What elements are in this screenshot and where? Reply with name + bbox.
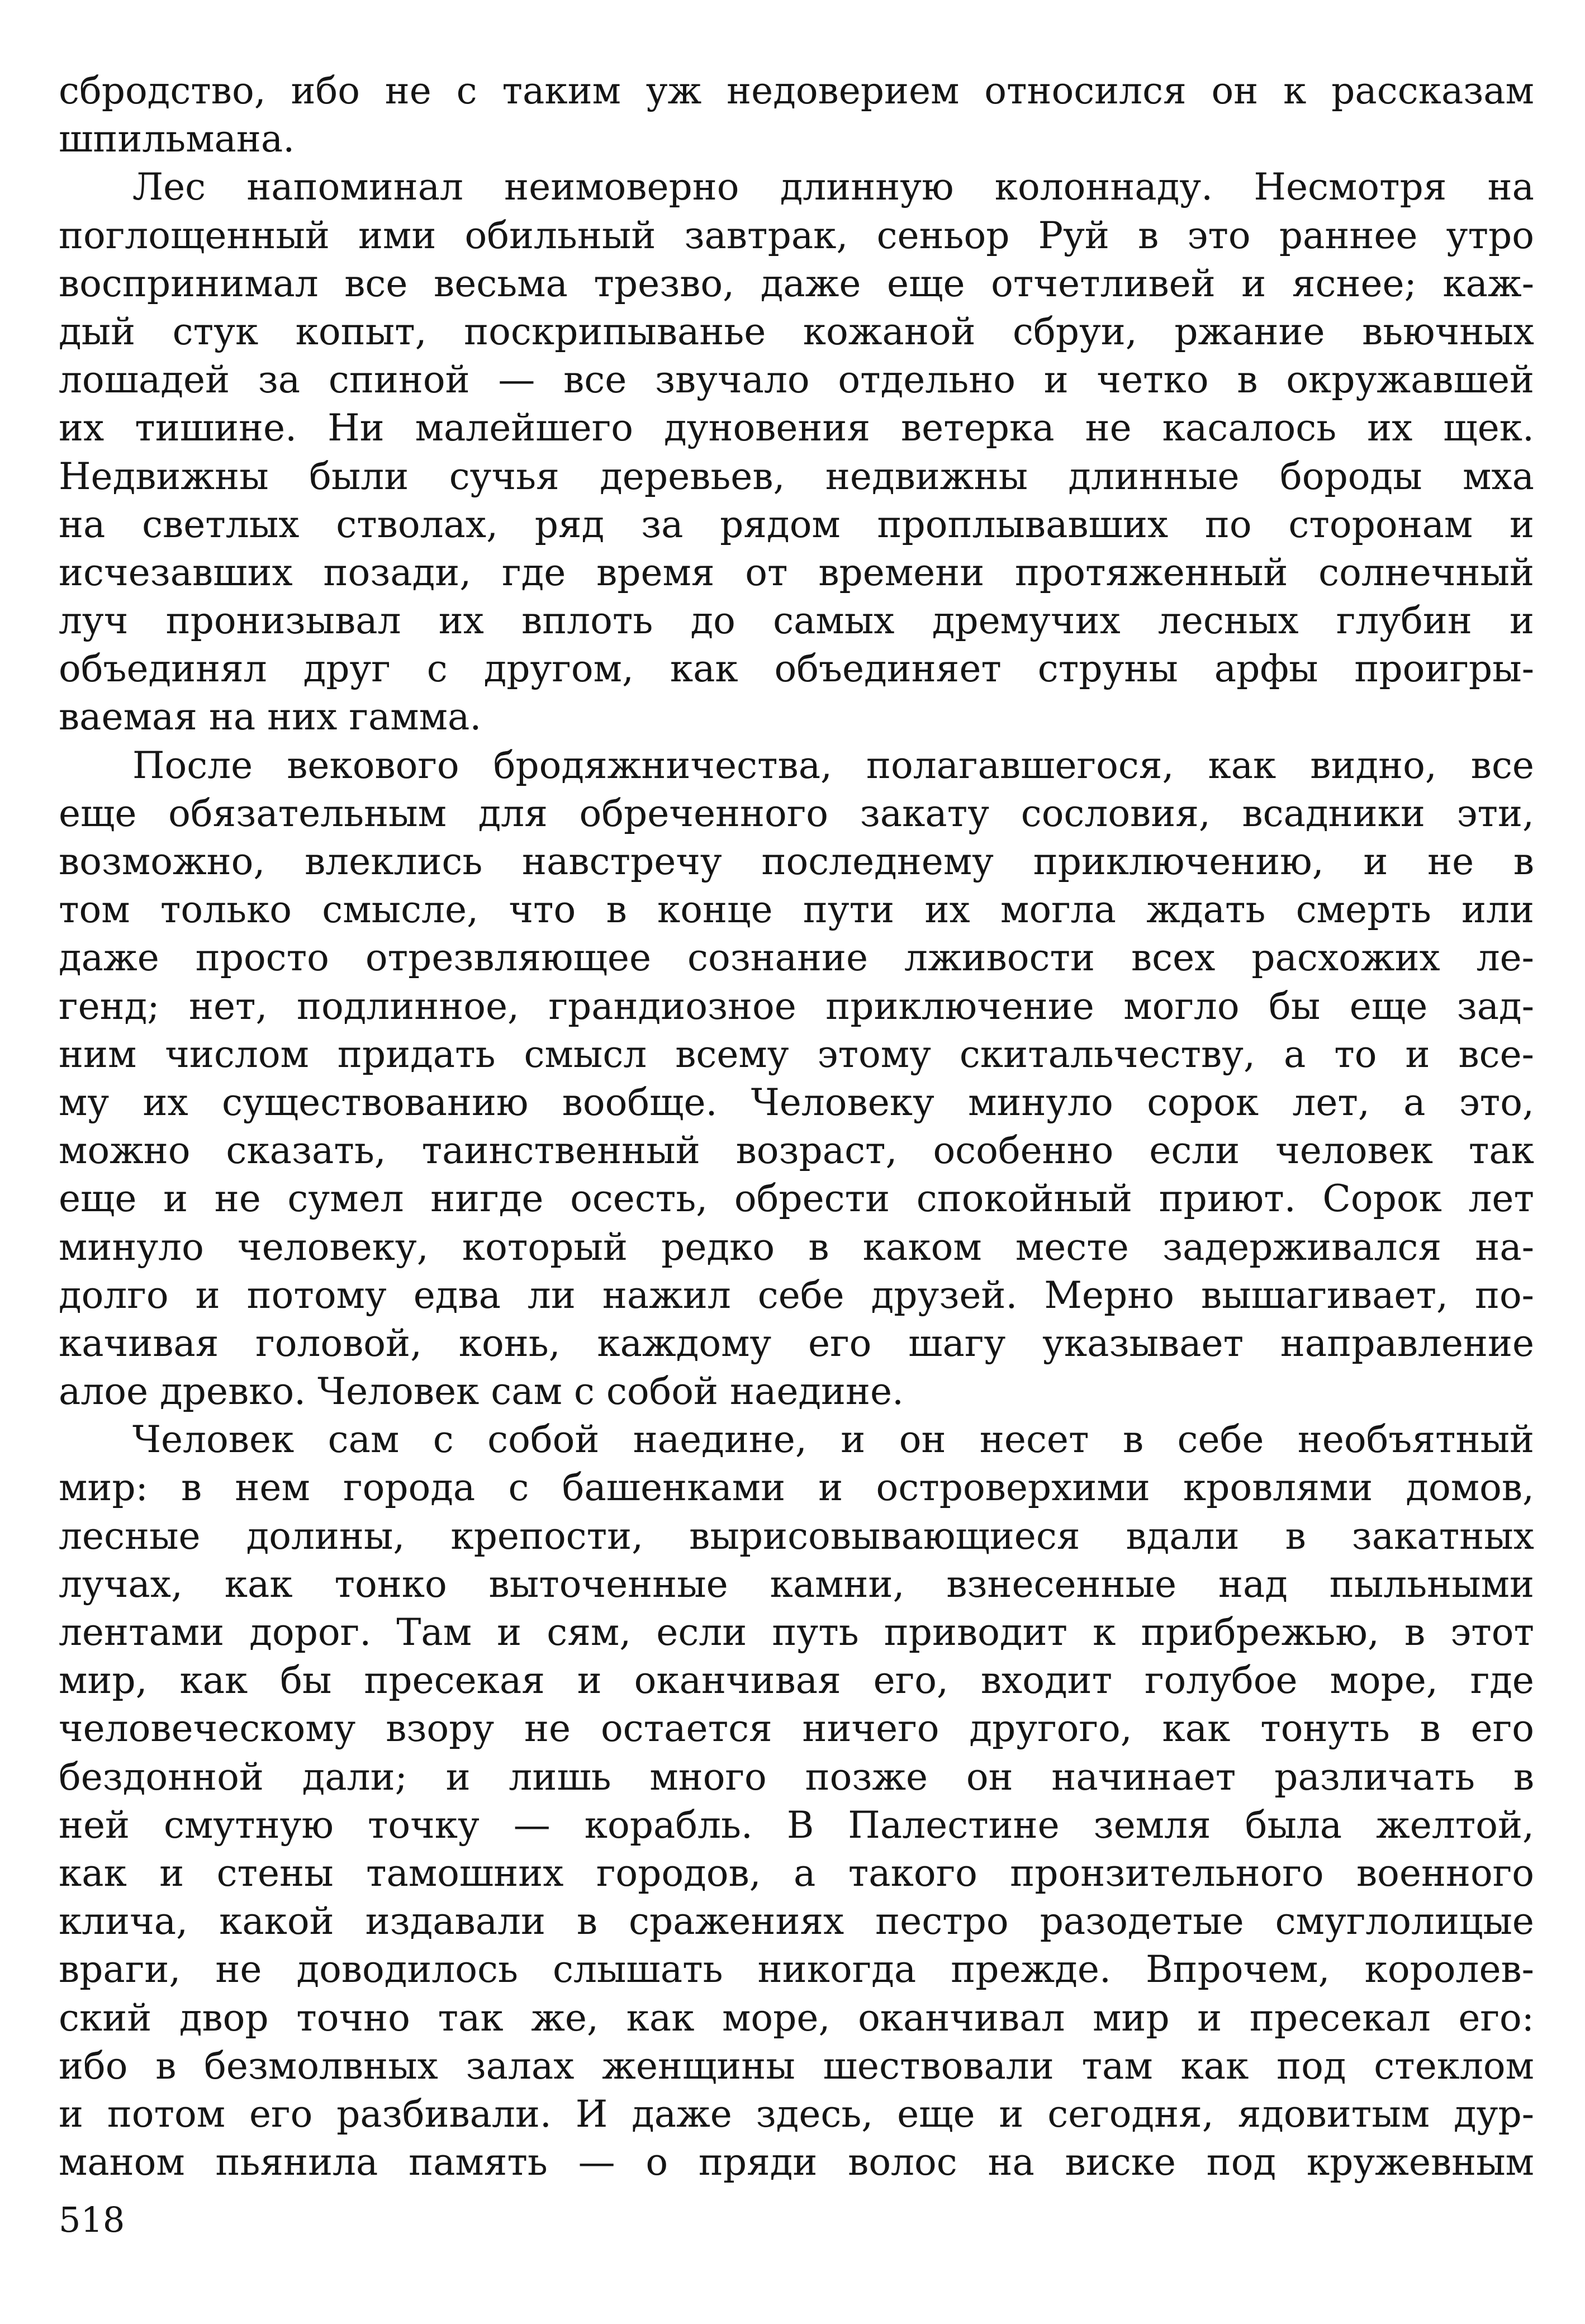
text-line: лесные долины, крепости, вырисовывающиеся вдали в закатных [59,1514,1534,1558]
page-number: 518 [59,2199,125,2240]
text-line: ибо в безмолвных залах женщины шествовали там как под стеклом [59,2044,1534,2088]
text-line: возможно, влеклись навстречу последнему приключению, и не в [59,840,1534,883]
text-line: бездонной дали; и лишь много позже он начинает различать в [59,1755,1534,1799]
text-line: сбродство, ибо не с таким уж недоверием относился он к рассказам [59,69,1534,112]
text-line: луч пронизывал их вплоть до самых дремучих лесных глубин и [59,599,1534,643]
text-line: на светлых стволах, ряд за рядом проплывавших по сторонам и [59,502,1534,546]
text-line: Лес напоминал неимоверно длинную колоннаду. Несмотря на [132,165,1534,209]
text-line: мир, как бы пресекая и оканчивая его, входит голубое море, где [59,1659,1534,1702]
text-line: ним числом придать смысл всему этому скитальчеству, а то и все- [59,1032,1534,1076]
text-line: как и стены тамошних городов, а такого пронзительного военного [59,1851,1534,1895]
text-line: му их существованию вообще. Человеку минуло сорок лет, а это, [59,1080,1534,1124]
text-line: дый стук копыт, поскрипыванье кожаной сбруи, ржание вьючных [59,310,1534,353]
text-line: даже просто отрезвляющее сознание лживости всех расхожих ле- [59,936,1534,980]
text-line: лучах, как тонко выточенные камни, взнесенные над пыльными [59,1562,1534,1606]
text-line: и потом его разбивали. И даже здесь, еще и сегодня, ядовитым дур- [59,2092,1534,2136]
text-line: враги, не доводилось слышать никогда прежде. Впрочем, королев- [59,1948,1534,1991]
text-line: долго и потому едва ли нажил себе друзей. Мерно вышагивает, по- [59,1273,1534,1317]
text-line: ский двор точно так же, как море, оканчивал мир и пресекал его: [59,1996,1534,2040]
text-line: том только смысле, что в конце пути их могла ждать смерть или [59,888,1534,932]
text-line: поглощенный ими обильный завтрак, сеньор Руй в это раннее утро [59,214,1534,257]
text-line: их тишине. Ни малейшего дуновения ветерка не касалось их щек. [59,406,1534,450]
text-line: объединял друг с другом, как объединяет струны арфы проигры- [59,647,1534,691]
text-line: маном пьянила память — о пряди волос на виске под кружевным [59,2141,1534,2184]
text-line: воспринимал все весьма трезво, даже еще отчетливей и яснее; каж- [59,262,1534,305]
text-line: еще и не сумел нигде осесть, обрести спокойный приют. Сорок лет [59,1177,1534,1221]
text-line: мир: в нем города с башенками и островерхими кровлями домов, [59,1466,1534,1510]
text-line: лошадей за спиной — все звучало отдельно и четко в окружавшей [59,358,1534,402]
text-line: лентами дорог. Там и сям, если путь приводит к прибрежью, в этот [59,1611,1534,1654]
text-line: можно сказать, таинственный возраст, особенно если человек так [59,1129,1534,1173]
text-line: еще обязательным для обреченного закату сословия, всадники эти, [59,791,1534,835]
text-line: После векового бродяжничества, полагавшегося, как видно, все [132,743,1534,787]
text-line: качивая головой, конь, каждому его шагу указывает направление [59,1321,1534,1365]
text-line: Недвижны были сучья деревьев, недвижны длинные бороды мха [59,454,1534,498]
text-line: минуло человеку, который редко в каком месте задерживался на- [59,1225,1534,1269]
text-line: исчезавших позади, где время от времени протяженный солнечный [59,551,1534,594]
text-line: ней смутную точку — корабль. В Палестине земля была желтой, [59,1803,1534,1847]
page-text-body [59,67,1534,2187]
text-line: Человек сам с собой наедине, и он несет в себе необъятный [132,1418,1534,1462]
text-line: алое древко. Человек сам с собой наедине. [59,1370,904,1414]
text-line: генд; нет, подлинное, грандиозное приключение могло бы еще зад- [59,984,1534,1028]
text-line: человеческому взору не остается ничего другого, как тонуть в его [59,1707,1534,1751]
text-line: клича, какой издавали в сражениях пестро разодетые смуглолицые [59,1900,1534,1943]
text-line: шпильмана. [59,117,295,161]
text-line: ваемая на них гамма. [59,695,482,739]
